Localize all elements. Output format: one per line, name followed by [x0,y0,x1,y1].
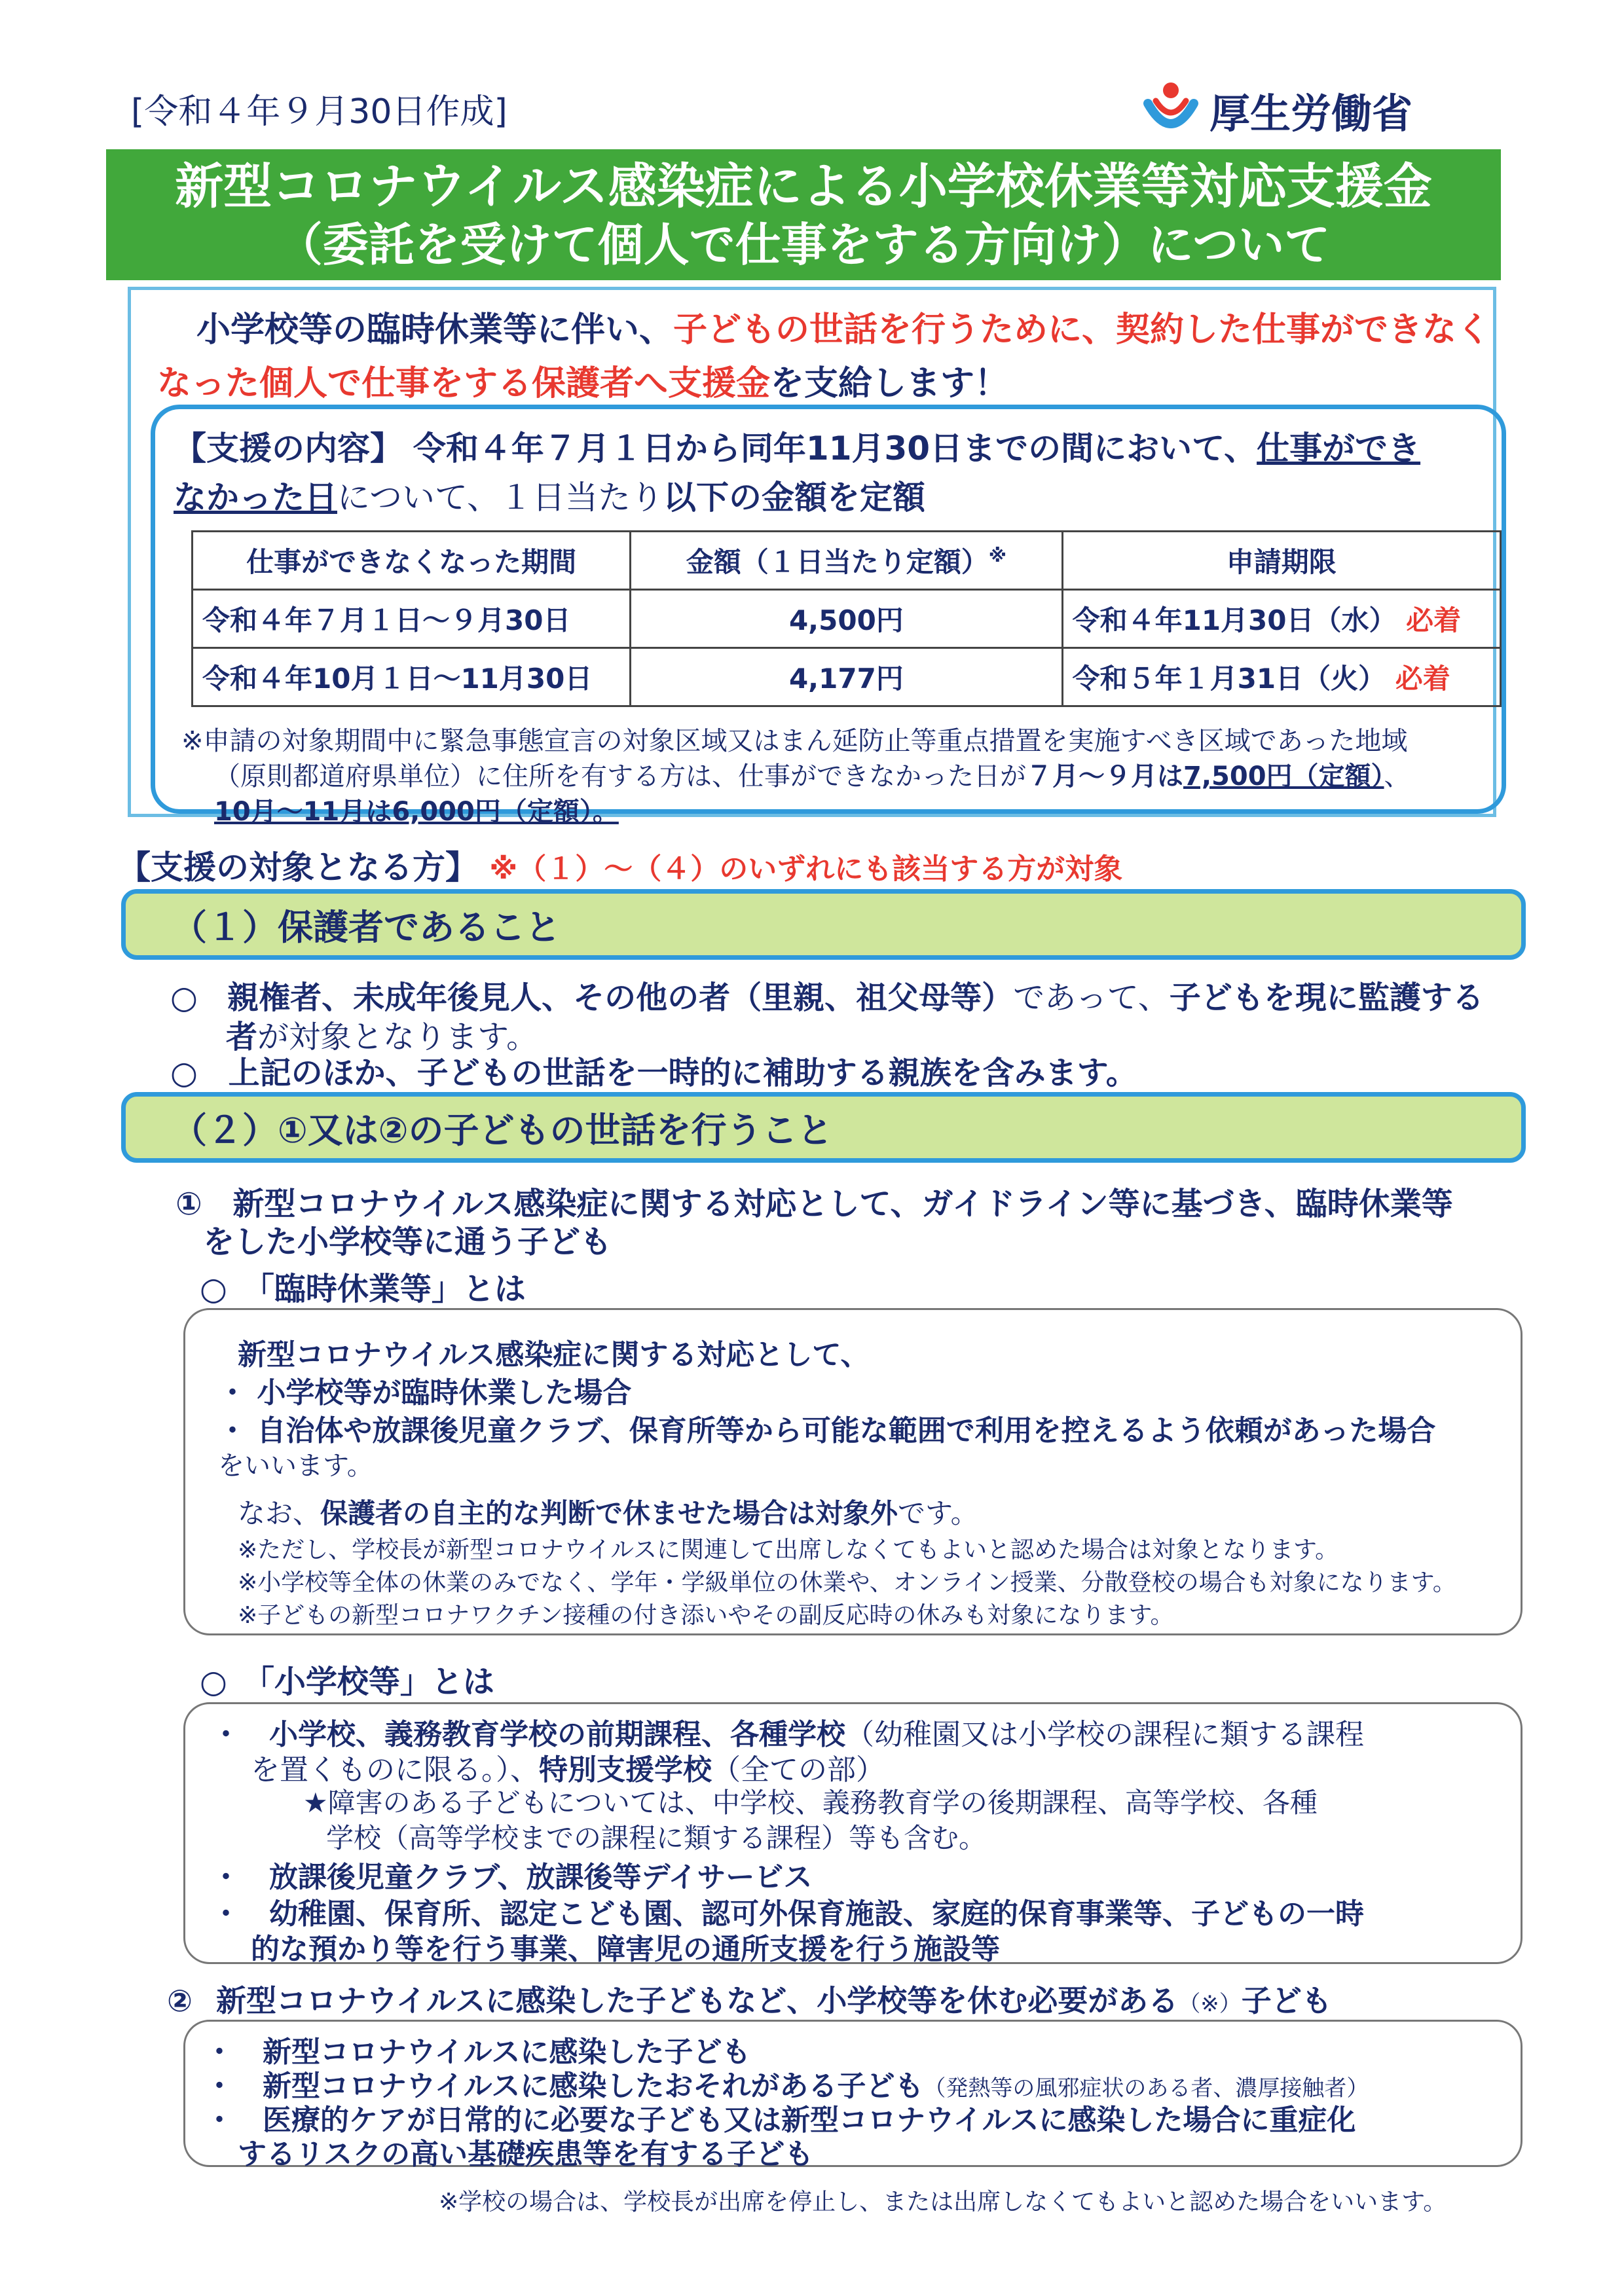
rinji-l5 [238,1492,978,1531]
infect-l2b: （発熱等の風邪症状のある者、濃厚接触者） [923,2075,1369,2102]
support-period: 令和４年７月１日から同年11月30日までの間において、 [413,429,1257,467]
circle-bullet-icon: ○ [170,1055,198,1091]
support-note-2a: （原則都道府県単位）に住所を有する方は、仕事ができなかった日が [214,761,1026,792]
school-l6: ・ 幼稚園、保育所、認定こども園、認可外保育施設、家庭的保育事業等、子どもの一時 [212,1897,1364,1931]
rinji-l5a: なお、 [238,1497,321,1529]
item-2-b: （※） [1178,1991,1242,2017]
target-heading-label: 【支援の対象となる方】 [118,848,478,886]
infection-box [183,2020,1522,2171]
school-l2c: （全ての部） [712,1753,885,1787]
rinji-l3: ・ 自治体や放課後児童クラブ、保育所等から可能な範囲で利用を控えるよう依頼があった場合 [218,1414,1436,1448]
support-note-2b: ７月～９月は [1026,761,1183,792]
intro-text-c: なった個人で仕事をする保護者へ支援金 [157,364,771,403]
sec1-b1d: 者 [226,1019,258,1055]
school-l5: ・ 放課後児童クラブ、放課後等デイサービス [212,1861,813,1894]
section-2-item-2 [167,1977,1332,2020]
rinji-l5c: です。 [898,1497,978,1529]
sec1-b1e: が対象となります。 [257,1019,538,1055]
school-definition-box [183,1702,1522,1964]
row-1-amount: 4,500円 [631,590,1062,648]
support-amount-text: 以下の金額を定額 [663,479,925,517]
sec1-b1a: 親権者、未成年後見人、その他の者（里親、祖父母等） [227,979,1014,1016]
support-note-line-2 [181,759,1411,794]
support-note-2d: 、 [1384,761,1411,792]
item-2-number: ② [167,1983,193,2018]
support-per-day: について、１日当たり [337,479,663,517]
row-1-deadline-text: 令和４年11月30日（水） [1072,604,1397,636]
item-2-a: 新型コロナウイルスに感染した子どもなど、小学校等を休む必要がある [215,1983,1179,2018]
school-l1b: （幼稚園又は小学校の課程に類する課程 [845,1718,1364,1751]
sec1-b1c: 子どもを現に監護する [1169,979,1484,1016]
table-header-period: 仕事ができなくなった期間 [193,532,631,590]
row-2-required: 必着 [1395,663,1450,695]
rinji-heading: ○ 「臨時休業等」とは [200,1271,526,1307]
intro-line-2 [157,355,1008,405]
support-content-box [151,405,1506,827]
table-header-amount [631,532,1062,590]
row-1-deadline [1062,590,1500,648]
mhlw-logo-icon [1143,79,1199,141]
item-1-number: ① [175,1186,202,1222]
item-1-line-2: をした小学校等に通う子ども [203,1224,612,1260]
infect-l2a: ・ 新型コロナウイルスに感染したおそれがある子ども [205,2069,924,2103]
support-note [181,723,1411,829]
rinji-note-2: ※小学校等全体の休業のみでなく、学年・学級単位の休業や、オンライン授業、分散登校の場合も対象になります。 [238,1569,1456,1596]
rinji-l4: をいいます。 [218,1451,373,1481]
intro-text-d: を支給します！ [770,364,1009,403]
support-line-2 [174,471,925,519]
table-header-mark: ※ [988,545,1007,566]
support-cannot-2: なかった日 [174,479,337,517]
rinji-l5b: 保護者の自主的な判断で休ませた場合は対象外 [320,1497,898,1529]
intro-text-b: 子どもの世話を行うために、契約した仕事ができなく [673,310,1491,350]
target-heading [118,841,1122,888]
circle-bullet-icon: ○ [170,979,198,1016]
table-row [193,590,1501,648]
section-1-bullet-2 [170,1048,1137,1093]
section-1-heading: （１）保護者であること [121,889,1526,960]
school-l3: ★障害のある子どもについては、中学校、義務教育学の後期課程、高等学校、各種 [303,1787,1318,1819]
title-line-2: （委託を受けて個人で仕事をする方向け）について [276,218,1331,272]
row-2-deadline-text: 令和５年１月31日（火） [1072,663,1386,695]
title-banner [106,149,1501,280]
row-2-amount: 4,177円 [631,648,1062,706]
infect-l3: ・ 医療的ケアが日常的に必要な子ども又は新型コロナウイルスに感染した場合に重症化 [205,2104,1356,2137]
creation-date: [令和４年９月30日作成] [131,92,507,132]
school-heading: ○ 「小学校等」とは [200,1664,494,1700]
row-1-required: 必着 [1406,604,1462,636]
support-note-line-3: 10月～11月は6,000円（定額）。 [214,797,619,827]
item-1-line-1: 新型コロナウイルス感染症に関する対応として、ガイドライン等に基づき、臨時休業等 [232,1186,1453,1222]
table-row [193,648,1501,706]
table-header-amount-text: 金額（１日当たり定額） [686,546,989,578]
row-2-deadline [1062,648,1500,706]
sec1-b1b: であって、 [1013,979,1170,1016]
support-line-1 [174,422,1420,469]
intro-box [128,287,1496,827]
rinji-note-3: ※子どもの新型コロナワクチン接種の付き添いやその副反応時の休みも対象になります。 [238,1602,1174,1629]
table-header-deadline: 申請期限 [1062,532,1500,590]
ministry-name: 厚生労働省 [1209,89,1413,137]
row-2-period: 令和４年10月１日～11月30日 [193,648,631,706]
school-l1a: ・ 小学校、義務教育学校の前期課程、各種学校 [212,1718,845,1751]
support-cannot: 仕事ができ [1257,429,1421,467]
infect-l1: ・ 新型コロナウイルスに感染した子ども [205,2035,751,2069]
item-2-c: 子ども [1241,1983,1332,2018]
school-l2b: 特別支援学校 [539,1753,712,1787]
ministry-logo [1143,79,1412,141]
support-label: 【支援の内容】 [174,429,403,467]
rinji-l1: 新型コロナウイルス感染症に関する対応として、 [238,1338,870,1372]
intro-text-a: 小学校等の臨時休業等に伴い、 [196,310,674,350]
school-l4: 学校（高等学校までの課程に類する課程）等も含む。 [326,1822,987,1854]
rinji-l2: ・ 小学校等が臨時休業した場合 [218,1376,632,1410]
title-line-1: 新型コロナウイルス感染症による小学校休業等対応支援金 [175,158,1432,215]
section-2-heading: （２）①又は②の子どもの世話を行うこと [121,1092,1526,1163]
support-note-line-1: ※申請の対象期間中に緊急事態宣言の対象区域又はまん延防止等重点措置を実施すべき区域であった地域 [181,726,1408,756]
rinji-note-1: ※ただし、学校長が新型コロナウイルスに関連して出席しなくてもよいと認めた場合は対象となります。 [238,1537,1339,1563]
intro-line-1 [196,302,1490,351]
support-note-2c: 7,500円（定額） [1183,761,1384,792]
row-1-period: 令和４年７月１日～９月30日 [193,590,631,648]
school-l2a: を置くものに限る。）、 [251,1753,539,1787]
rinji-definition-box [183,1308,1522,1635]
sec1-b2: 上記のほか、子どもの世話を一時的に補助する親族を含みます。 [228,1055,1137,1091]
school-l7: 的な預かり等を行う事業、障害児の通所支援を行う施設等 [251,1933,1000,1966]
footer-note: ※学校の場合は、学校長が出席を停止し、または出席しなくてもよいと認めた場合をいいます。 [439,2189,1447,2215]
infect-l4: するリスクの高い基礎疾患等を有する子ども [238,2138,814,2171]
amount-table [191,530,1502,707]
target-heading-note: ※（１）～（４）のいずれにも該当する方が対象 [489,852,1123,886]
section-1-bullet-1 [170,972,1484,1017]
table-header-row [193,532,1501,590]
